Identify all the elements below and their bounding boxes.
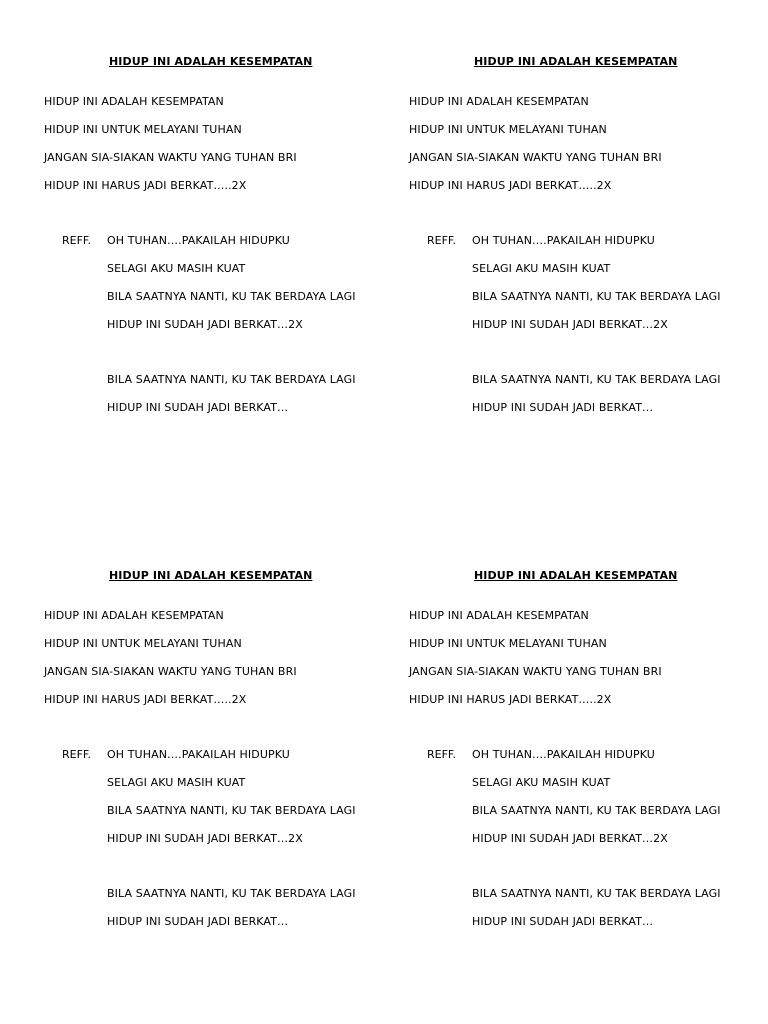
verse-line-3: JANGAN SIA-SIAKAN WAKTU YANG TUHAN BRI (409, 665, 662, 678)
lyrics-block-top-left (44, 55, 404, 455)
reff-line-2: SELAGI AKU MASIH KUAT (472, 776, 611, 789)
song-title: HIDUP INI ADALAH KESEMPATAN (109, 55, 313, 68)
verse-line-1: HIDUP INI ADALAH KESEMPATAN (409, 609, 589, 622)
reff-line-3: BILA SAATNYA NANTI, KU TAK BERDAYA LAGI (107, 290, 356, 303)
verse-line-2: HIDUP INI UNTUK MELAYANI TUHAN (44, 123, 242, 136)
reff-line-2: SELAGI AKU MASIH KUAT (472, 262, 611, 275)
outro-line-2: HIDUP INI SUDAH JADI BERKAT… (472, 401, 654, 414)
outro-line-1: BILA SAATNYA NANTI, KU TAK BERDAYA LAGI (472, 887, 721, 900)
song-title: HIDUP INI ADALAH KESEMPATAN (109, 569, 313, 582)
reff-line-1: OH TUHAN….PAKAILAH HIDUPKU (472, 748, 655, 761)
reff-label: REFF. (427, 234, 456, 247)
reff-label: REFF. (427, 748, 456, 761)
outro-line-2: HIDUP INI SUDAH JADI BERKAT… (472, 915, 654, 928)
reff-line-3: BILA SAATNYA NANTI, KU TAK BERDAYA LAGI (107, 804, 356, 817)
reff-line-2: SELAGI AKU MASIH KUAT (107, 262, 246, 275)
verse-line-1: HIDUP INI ADALAH KESEMPATAN (44, 95, 224, 108)
reff-line-2: SELAGI AKU MASIH KUAT (107, 776, 246, 789)
verse-line-2: HIDUP INI UNTUK MELAYANI TUHAN (44, 637, 242, 650)
verse-line-2: HIDUP INI UNTUK MELAYANI TUHAN (409, 123, 607, 136)
reff-line-1: OH TUHAN….PAKAILAH HIDUPKU (472, 234, 655, 247)
reff-line-3: BILA SAATNYA NANTI, KU TAK BERDAYA LAGI (472, 290, 721, 303)
lyrics-block-bottom-right (409, 569, 768, 969)
reff-line-4: HIDUP INI SUDAH JADI BERKAT…2X (472, 832, 668, 845)
reff-label: REFF. (62, 748, 91, 761)
song-title: HIDUP INI ADALAH KESEMPATAN (474, 55, 678, 68)
lyrics-block-top-right (409, 55, 768, 455)
reff-label: REFF. (62, 234, 91, 247)
verse-line-4: HIDUP INI HARUS JADI BERKAT…..2X (409, 693, 612, 706)
verse-line-3: JANGAN SIA-SIAKAN WAKTU YANG TUHAN BRI (409, 151, 662, 164)
verse-line-3: JANGAN SIA-SIAKAN WAKTU YANG TUHAN BRI (44, 665, 297, 678)
reff-line-4: HIDUP INI SUDAH JADI BERKAT…2X (472, 318, 668, 331)
outro-line-2: HIDUP INI SUDAH JADI BERKAT… (107, 401, 289, 414)
lyrics-block-bottom-left (44, 569, 404, 969)
outro-line-1: BILA SAATNYA NANTI, KU TAK BERDAYA LAGI (107, 373, 356, 386)
reff-line-3: BILA SAATNYA NANTI, KU TAK BERDAYA LAGI (472, 804, 721, 817)
reff-line-4: HIDUP INI SUDAH JADI BERKAT…2X (107, 318, 303, 331)
reff-line-1: OH TUHAN….PAKAILAH HIDUPKU (107, 748, 290, 761)
verse-line-1: HIDUP INI ADALAH KESEMPATAN (409, 95, 589, 108)
outro-line-1: BILA SAATNYA NANTI, KU TAK BERDAYA LAGI (107, 887, 356, 900)
verse-line-4: HIDUP INI HARUS JADI BERKAT…..2X (44, 179, 247, 192)
reff-line-4: HIDUP INI SUDAH JADI BERKAT…2X (107, 832, 303, 845)
verse-line-3: JANGAN SIA-SIAKAN WAKTU YANG TUHAN BRI (44, 151, 297, 164)
verse-line-2: HIDUP INI UNTUK MELAYANI TUHAN (409, 637, 607, 650)
outro-line-2: HIDUP INI SUDAH JADI BERKAT… (107, 915, 289, 928)
reff-line-1: OH TUHAN….PAKAILAH HIDUPKU (107, 234, 290, 247)
verse-line-4: HIDUP INI HARUS JADI BERKAT…..2X (409, 179, 612, 192)
verse-line-4: HIDUP INI HARUS JADI BERKAT…..2X (44, 693, 247, 706)
outro-line-1: BILA SAATNYA NANTI, KU TAK BERDAYA LAGI (472, 373, 721, 386)
verse-line-1: HIDUP INI ADALAH KESEMPATAN (44, 609, 224, 622)
song-title: HIDUP INI ADALAH KESEMPATAN (474, 569, 678, 582)
